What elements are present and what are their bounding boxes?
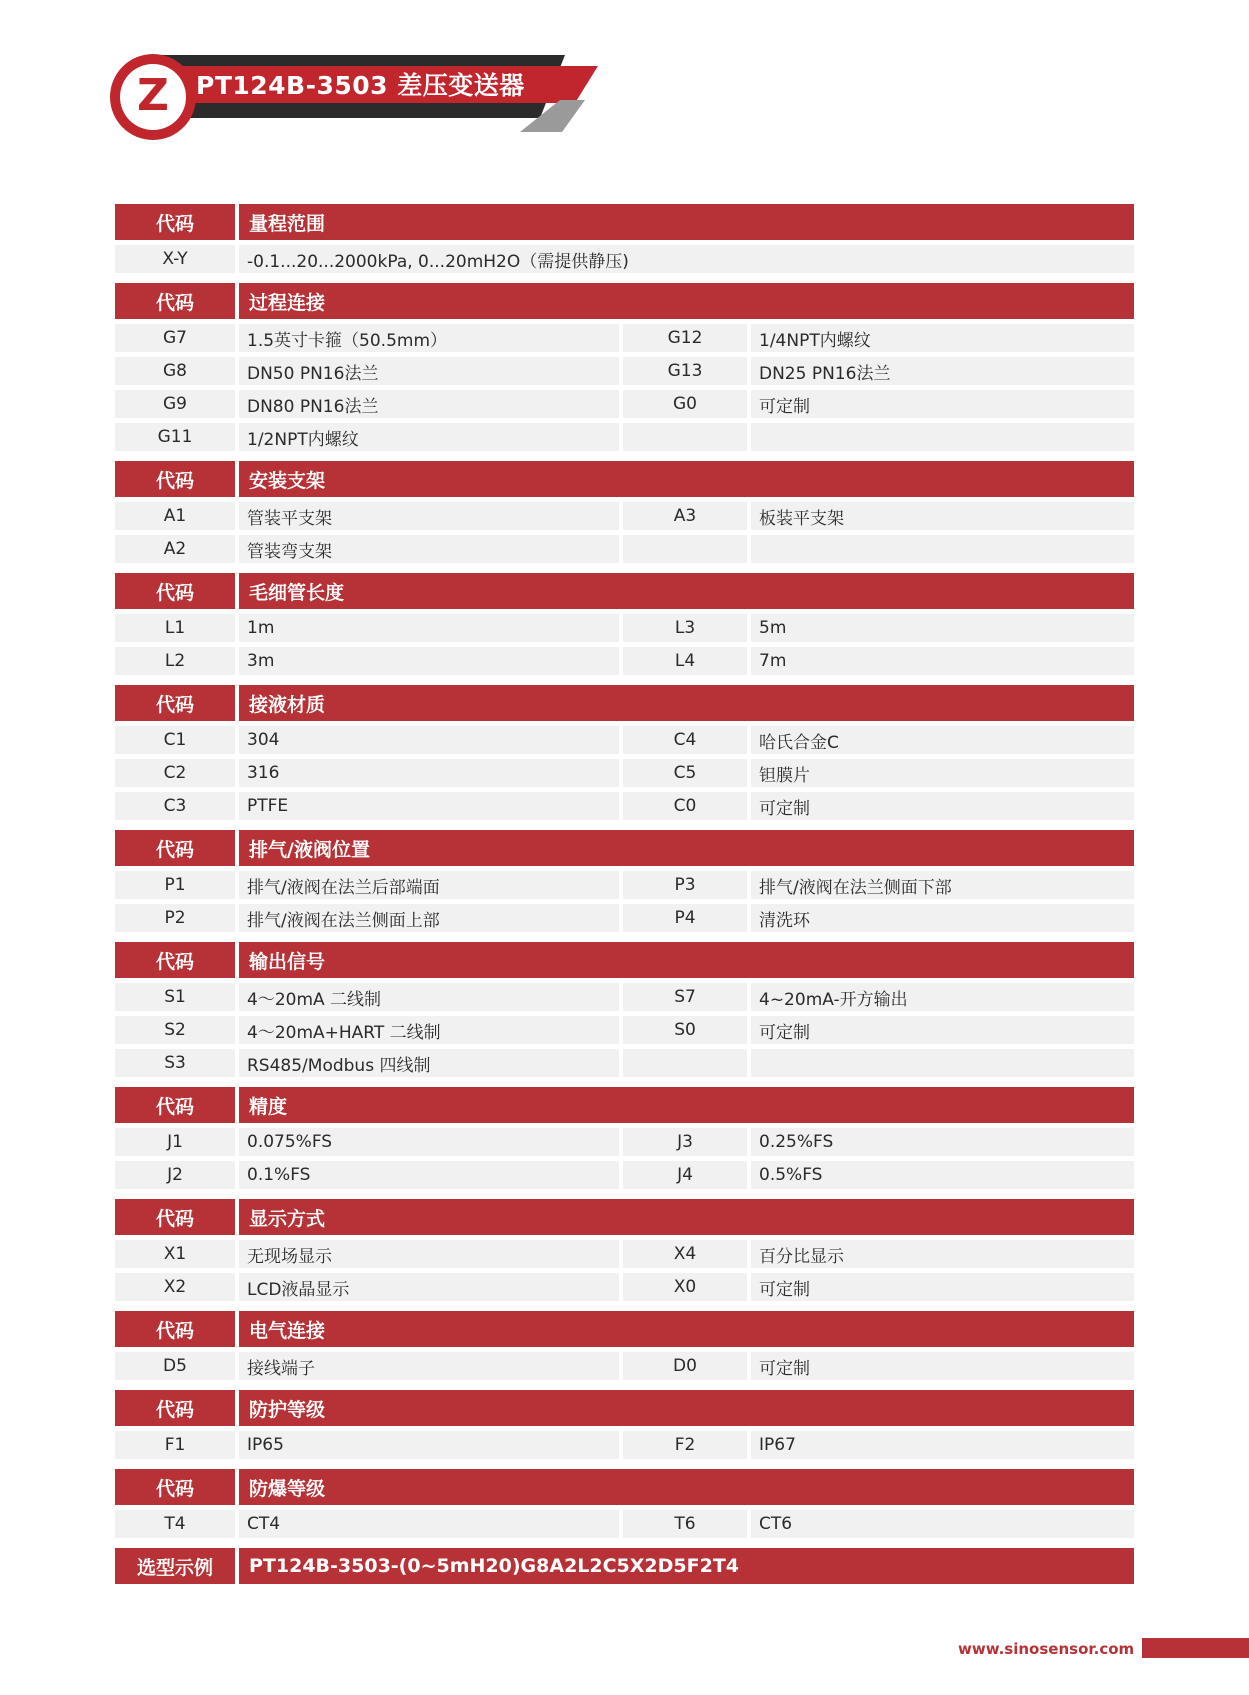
option-desc: RS485/Modbus 四线制 [239, 1049, 619, 1077]
option-code: L2 [115, 647, 235, 675]
section-header [115, 204, 1134, 240]
section-title: 毛细管长度 [239, 573, 1134, 609]
table-row [115, 726, 1134, 754]
section-title: 电气连接 [239, 1311, 1134, 1347]
option-code: D0 [623, 1352, 747, 1380]
option-desc: 5m [751, 614, 1134, 642]
option-desc: 0.5%FS [751, 1161, 1134, 1189]
option-code: X1 [115, 1240, 235, 1268]
table-row [115, 245, 1134, 273]
section-header [115, 1390, 1134, 1426]
option-desc: 可定制 [751, 1273, 1134, 1301]
code-header: 代码 [115, 1087, 235, 1123]
option-desc: 可定制 [751, 792, 1134, 820]
table-row [115, 1352, 1134, 1380]
section-title: 过程连接 [239, 283, 1134, 319]
option-desc: 哈氏合金C [751, 726, 1134, 754]
option-code: G0 [623, 390, 747, 418]
option-code: T4 [115, 1510, 235, 1538]
option-code: S0 [623, 1016, 747, 1044]
option-code: C0 [623, 792, 747, 820]
section-header [115, 1199, 1134, 1235]
option-desc: 0.1%FS [239, 1161, 619, 1189]
option-code: X4 [623, 1240, 747, 1268]
option-code: G12 [623, 324, 747, 352]
section-header [115, 573, 1134, 609]
option-desc [751, 423, 1134, 451]
option-code: G11 [115, 423, 235, 451]
code-header: 代码 [115, 204, 235, 240]
option-code: L4 [623, 647, 747, 675]
option-code: D5 [115, 1352, 235, 1380]
code-header: 代码 [115, 1390, 235, 1426]
option-desc: 管装弯支架 [239, 535, 619, 563]
code-header: 代码 [115, 830, 235, 866]
example-value: PT124B-3503-(0~5mH20)G8A2L2C5X2D5F2T4 [239, 1548, 1134, 1584]
option-code: F2 [623, 1431, 747, 1459]
option-code: G9 [115, 390, 235, 418]
option-desc: 可定制 [751, 1352, 1134, 1380]
option-code: P2 [115, 904, 235, 932]
code-header: 代码 [115, 283, 235, 319]
header-banner [0, 0, 640, 150]
option-desc: 0.25%FS [751, 1128, 1134, 1156]
option-desc: CT4 [239, 1510, 619, 1538]
code-header: 代码 [115, 1311, 235, 1347]
page-title: PT124B-3503 差压变送器 [196, 71, 525, 100]
table-row [115, 792, 1134, 820]
section-title: 防护等级 [239, 1390, 1134, 1426]
section-title: 安装支架 [239, 461, 1134, 497]
option-desc: 管装平支架 [239, 502, 619, 530]
option-code: S1 [115, 983, 235, 1011]
table-row [115, 357, 1134, 385]
section-title: 输出信号 [239, 942, 1134, 978]
option-desc: 4～20mA 二线制 [239, 983, 619, 1011]
option-code: G8 [115, 357, 235, 385]
option-code: F1 [115, 1431, 235, 1459]
option-desc: 无现场显示 [239, 1240, 619, 1268]
option-desc: 1/4NPT内螺纹 [751, 324, 1134, 352]
option-desc: 7m [751, 647, 1134, 675]
section-header [115, 942, 1134, 978]
option-code: A3 [623, 502, 747, 530]
option-desc: 4~20mA-开方输出 [751, 983, 1134, 1011]
code-header: 代码 [115, 461, 235, 497]
section-title: 接液材质 [239, 685, 1134, 721]
option-code [623, 1049, 747, 1077]
selection-example [115, 1548, 1134, 1584]
section-header [115, 830, 1134, 866]
option-code: L1 [115, 614, 235, 642]
option-code: P4 [623, 904, 747, 932]
option-code: G13 [623, 357, 747, 385]
table-row [115, 871, 1134, 899]
option-code: X0 [623, 1273, 747, 1301]
option-code: P3 [623, 871, 747, 899]
code-header: 代码 [115, 1199, 235, 1235]
option-code: S3 [115, 1049, 235, 1077]
option-desc: 钽膜片 [751, 759, 1134, 787]
option-desc: 可定制 [751, 1016, 1134, 1044]
option-desc: 4～20mA+HART 二线制 [239, 1016, 619, 1044]
option-desc: 0.075%FS [239, 1128, 619, 1156]
option-desc: CT6 [751, 1510, 1134, 1538]
selection-table [115, 204, 1134, 1584]
option-desc: 304 [239, 726, 619, 754]
example-label: 选型示例 [115, 1548, 235, 1584]
table-row [115, 647, 1134, 675]
section-header [115, 1087, 1134, 1123]
option-desc: 可定制 [751, 390, 1134, 418]
code-header: 代码 [115, 685, 235, 721]
option-code: X2 [115, 1273, 235, 1301]
option-code: C5 [623, 759, 747, 787]
website-link[interactable]: www.sinosensor.com [958, 1640, 1135, 1658]
section-title: 显示方式 [239, 1199, 1134, 1235]
option-desc: PTFE [239, 792, 619, 820]
option-desc: 排气/液阀在法兰侧面上部 [239, 904, 619, 932]
table-row [115, 1510, 1134, 1538]
option-code [623, 423, 747, 451]
section-title: 防爆等级 [239, 1469, 1134, 1505]
option-desc: DN80 PN16法兰 [239, 390, 619, 418]
option-code: L3 [623, 614, 747, 642]
option-code: S2 [115, 1016, 235, 1044]
option-code: C4 [623, 726, 747, 754]
option-code: C2 [115, 759, 235, 787]
option-code: A1 [115, 502, 235, 530]
option-desc: 排气/液阀在法兰侧面下部 [751, 871, 1134, 899]
table-row [115, 1016, 1134, 1044]
option-desc: IP65 [239, 1431, 619, 1459]
section-title: 排气/液阀位置 [239, 830, 1134, 866]
option-desc: DN50 PN16法兰 [239, 357, 619, 385]
option-desc: 316 [239, 759, 619, 787]
table-row [115, 614, 1134, 642]
option-code: C3 [115, 792, 235, 820]
option-code: G7 [115, 324, 235, 352]
option-desc: 排气/液阀在法兰后部端面 [239, 871, 619, 899]
section-header [115, 1469, 1134, 1505]
option-code [623, 535, 747, 563]
section-header [115, 283, 1134, 319]
option-desc: 3m [239, 647, 619, 675]
option-desc: 1/2NPT内螺纹 [239, 423, 619, 451]
table-row [115, 1049, 1134, 1077]
code-header: 代码 [115, 1469, 235, 1505]
option-code: P1 [115, 871, 235, 899]
footer-bar [1142, 1638, 1249, 1658]
option-code: J4 [623, 1161, 747, 1189]
table-row [115, 1240, 1134, 1268]
option-code: A2 [115, 535, 235, 563]
option-code: C1 [115, 726, 235, 754]
table-row [115, 1161, 1134, 1189]
option-code: J2 [115, 1161, 235, 1189]
table-row [115, 535, 1134, 563]
option-desc: LCD液晶显示 [239, 1273, 619, 1301]
table-row [115, 1273, 1134, 1301]
option-code: J3 [623, 1128, 747, 1156]
table-row [115, 423, 1134, 451]
table-row [115, 1431, 1134, 1459]
option-code: S7 [623, 983, 747, 1011]
option-code: X-Y [115, 245, 235, 273]
option-desc: 1.5英寸卡箍（50.5mm） [239, 324, 619, 352]
option-code: T6 [623, 1510, 747, 1538]
option-desc: DN25 PN16法兰 [751, 357, 1134, 385]
option-desc [751, 1049, 1134, 1077]
table-row [115, 324, 1134, 352]
option-desc: 百分比显示 [751, 1240, 1134, 1268]
table-row [115, 983, 1134, 1011]
section-title: 精度 [239, 1087, 1134, 1123]
option-desc: 1m [239, 614, 619, 642]
option-desc: 清洗环 [751, 904, 1134, 932]
table-row [115, 904, 1134, 932]
table-row [115, 390, 1134, 418]
code-header: 代码 [115, 942, 235, 978]
option-desc: IP67 [751, 1431, 1134, 1459]
section-title: 量程范围 [239, 204, 1134, 240]
option-desc [751, 535, 1134, 563]
table-row [115, 759, 1134, 787]
table-row [115, 502, 1134, 530]
option-desc: -0.1...20...2000kPa, 0...20mH2O（需提供静压) [239, 245, 1134, 273]
logo-letter: Z [137, 70, 169, 121]
option-desc: 板装平支架 [751, 502, 1134, 530]
section-header [115, 1311, 1134, 1347]
option-desc: 接线端子 [239, 1352, 619, 1380]
section-header [115, 461, 1134, 497]
table-row [115, 1128, 1134, 1156]
code-header: 代码 [115, 573, 235, 609]
option-code: J1 [115, 1128, 235, 1156]
section-header [115, 685, 1134, 721]
